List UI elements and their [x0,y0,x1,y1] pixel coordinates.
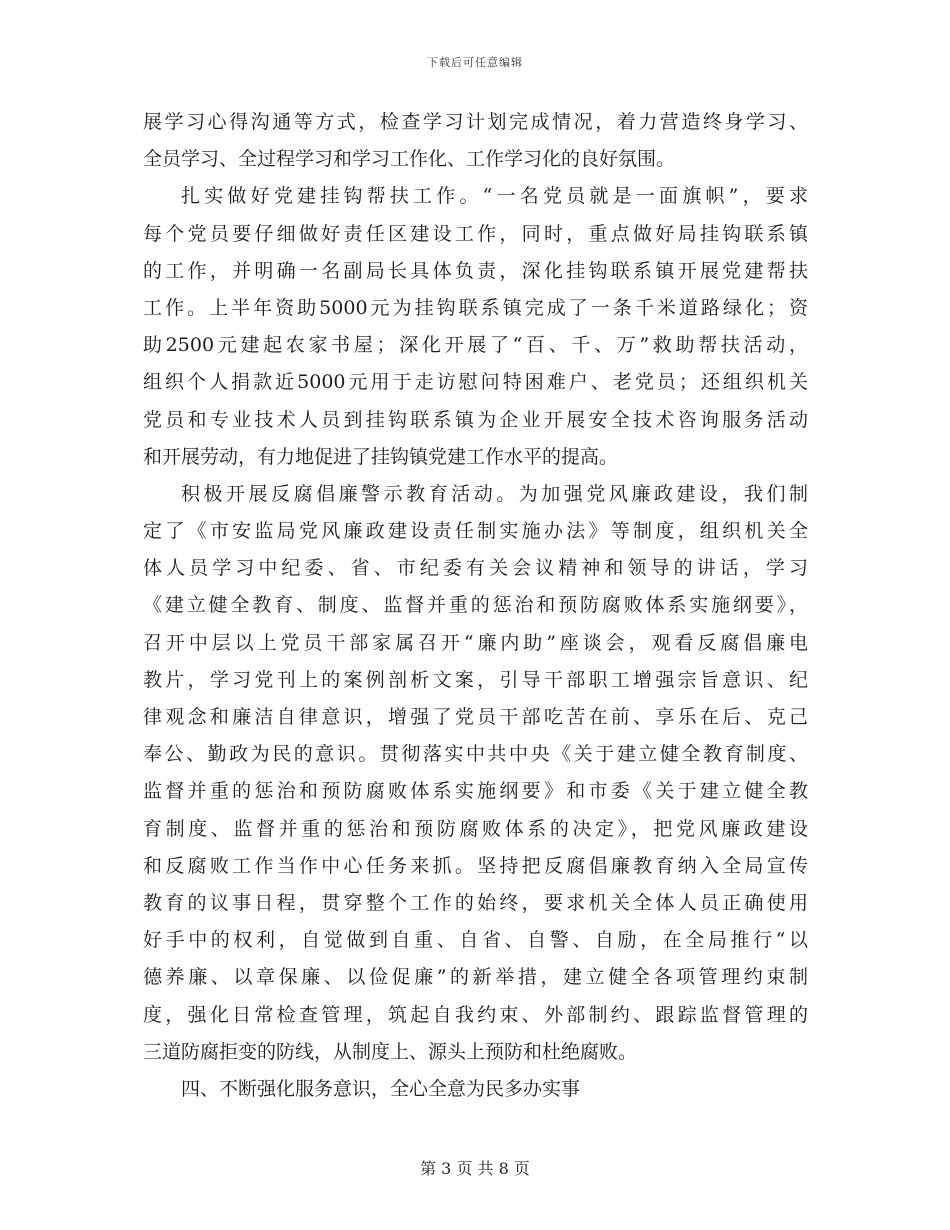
text-line: 《建立健全教育、制度、监督并重的惩治和预防腐败体系实施纲要》， [143,594,808,617]
text-line: 和反腐败工作当作中心任务来抓。坚持把反腐倡廉教育纳入全局宣传 [143,854,808,877]
text-line: 德养廉、以章保廉、以俭促廉”的新举措，建立健全各项管理约束制 [143,966,808,989]
text-line: 积极开展反腐倡廉警示教育活动。为加强党风廉政建设，我们制 [181,482,808,505]
document-body [143,104,808,1108]
text-line: 每个党员要仔细做好责任区建设工作，同时，重点做好局挂钩联系镇 [143,222,808,245]
text-line: 三道防腐拒变的防线，从制度上、源头上预防和杜绝腐败。 [143,1040,638,1063]
text-line: 的工作，并明确一名副局长具体负责，深化挂钩联系镇开展党建帮扶 [143,259,808,282]
text-line: 和开展劳动，有力地促进了挂钩镇党建工作水平的提高。 [143,445,619,468]
text-line: 党员和专业技术人员到挂钩联系镇为企业开展安全技术咨询服务活动 [143,408,808,431]
text-line: 全员学习、全过程学习和学习工作化、工作学习化的良好氛围。 [143,148,676,171]
header-note: 下载后可任意编辑 [427,56,523,69]
text-line: 召开中层以上党员干部家属召开“廉内助”座谈会，观看反腐倡廉电 [143,631,808,654]
page-number: 第 3 页 共 8 页 [420,1159,530,1178]
text-line: 度，强化日常检查管理，筑起自我约束、外部制约、跟踪监督管理的 [143,1003,808,1026]
text-line: 奉公、勤政为民的意识。贯彻落实中共中央《关于建立健全教育制度、 [143,743,808,766]
text-line: 律观念和廉洁自律意识，增强了党员干部吃苦在前、享乐在后、克己 [143,706,808,728]
text-line: 好手中的权利，自觉做到自重、自省、自警、自励，在全局推行“以 [143,929,808,952]
text-line: 助2500元建起农家书屋；深化开展了“百、千、万”救助帮扶活动， [143,334,808,357]
section-heading: 四、不断强化服务意识，全心全意为民多办实事 [181,1077,581,1100]
text-line: 教育的议事日程，贯穿整个工作的始终，要求机关全体人员正确使用 [143,891,808,914]
text-line: 组织个人捐款近5000元用于走访慰问特困难户、老党员；还组织机关 [143,371,808,394]
text-line: 育制度、监督并重的惩治和预防腐败体系的决定》，把党风廉政建设 [143,817,808,840]
text-line: 扎实做好党建挂钩帮扶工作。“一名党员就是一面旗帜”，要求 [181,185,808,208]
text-line: 工作。上半年资助5000元为挂钩联系镇完成了一条千米道路绿化；资 [143,296,808,319]
text-line: 展学习心得沟通等方式，检查学习计划完成情况，着力营造终身学习、 [143,111,808,133]
text-line: 定了《市安监局党风廉政建设责任制实施办法》等制度，组织机关全 [143,520,808,543]
text-line: 教片，学习党刊上的案例剖析文案，引导干部职工增强宗旨意识、纪 [143,668,808,691]
text-line: 体人员学习中纪委、省、市纪委有关会议精神和领导的讲话，学习 [143,557,808,580]
text-line: 监督并重的惩治和预防腐败体系实施纲要》和市委《关于建立健全教 [143,780,808,803]
